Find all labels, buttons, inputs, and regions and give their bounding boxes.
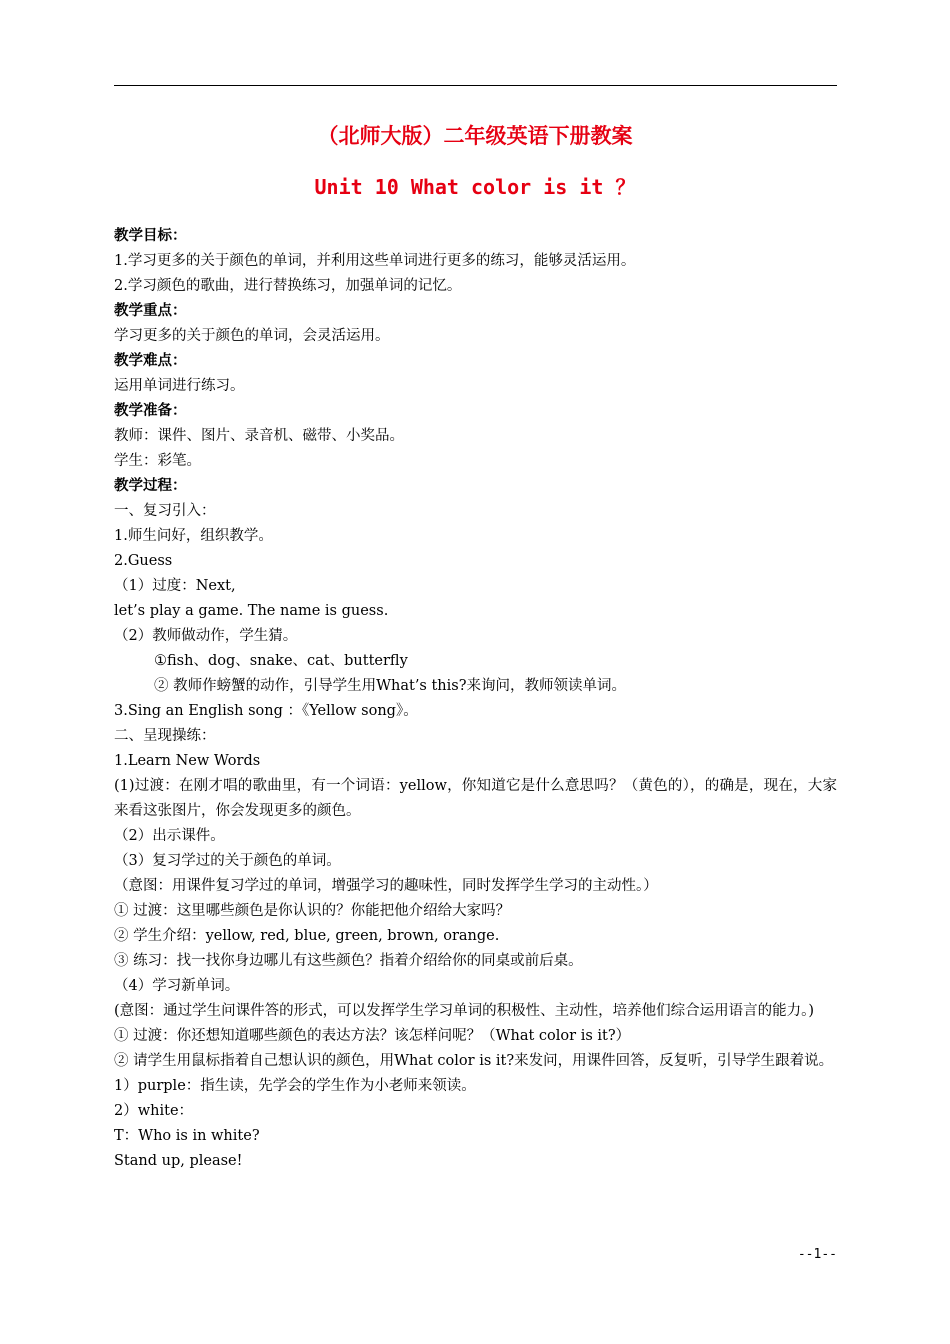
body-line: ② 请学生用鼠标指着自己想认识的颜色，用What color is it?来发问，用课件回答，反复听，引导学生跟着说。	[114, 1053, 834, 1069]
body-line: 2.学习颜色的歌曲，进行替换练习，加强单词的记忆。	[114, 278, 462, 294]
body-line: T：Who is in white?	[114, 1128, 260, 1144]
body-line: （4）学习新单词。	[114, 978, 240, 994]
body-line: 1.学习更多的关于颜色的单词，并利用这些单词进行更多的练习，能够灵活运用。	[114, 253, 636, 269]
body-line: 学生：彩笔。	[114, 453, 201, 469]
section-heading: 教学过程：	[114, 478, 187, 494]
body-line: 1.师生问好，组织教学。	[114, 528, 273, 544]
body-line: （意图：用课件复习学过的单词，增强学习的趣味性，同时发挥学生学习的主动性。）	[114, 878, 658, 894]
body-line: ①fish、dog、snake、cat、butterfly	[154, 653, 408, 669]
body-line: （2）教师做动作，学生猜。	[114, 628, 298, 644]
body-line: 教师：课件、图片、录音机、磁带、小奖品。	[114, 428, 404, 444]
body-line: 1）purple：指生读，先学会的学生作为小老师来领读。	[114, 1078, 476, 1094]
body-line: ① 过渡：这里哪些颜色是你认识的？你能把他介绍给大家吗？	[114, 903, 511, 919]
body-line: ① 过渡：你还想知道哪些颜色的表达方法？该怎样问呢？（What color is it?）	[114, 1028, 631, 1044]
body-line: (1)过渡：在刚才唱的歌曲里，有一个词语：yellow，你知道它是什么意思吗？（黄色的），的确是，现在，大家来看这张图片，你会发现更多的颜色。	[114, 778, 837, 819]
document-subtitle: Unit 10 What color is it ？	[314, 175, 636, 199]
body-line: 3.Sing an English song ：《Yellow song》。	[114, 703, 418, 719]
body-line: （1）过度：Next,	[114, 578, 236, 594]
document-body	[114, 224, 837, 1174]
body-line: 一、复习引入：	[114, 503, 216, 519]
body-line: ② 教师作螃蟹的动作，引导学生用What’s this?来询问，教师领读单词。	[154, 678, 626, 694]
body-line: （2）出示课件。	[114, 828, 225, 844]
section-heading: 教学难点：	[114, 353, 187, 369]
body-line: （3）复习学过的关于颜色的单词。	[114, 853, 341, 869]
body-line: 2.Guess	[114, 553, 173, 569]
body-line: (意图：通过学生问课件答的形式，可以发挥学生学习单词的积极性、主动性，培养他们综合运用语言的能力。)	[114, 1003, 815, 1019]
section-heading: 教学目标：	[114, 228, 187, 244]
body-line: ② 学生介绍：yellow, red, blue, green, brown, orange.	[114, 928, 500, 944]
body-line: ③ 练习：找一找你身边哪儿有这些颜色？指着介绍给你的同桌或前后桌。	[114, 953, 583, 969]
document-title: （北师大版）二年级英语下册教案	[317, 124, 633, 148]
body-line: 2）white：	[114, 1103, 194, 1119]
header-rule	[114, 85, 837, 86]
body-line: 二、呈现操练：	[114, 728, 216, 744]
section-heading: 教学准备：	[114, 403, 187, 419]
body-line: Stand up, please!	[114, 1153, 243, 1169]
body-line: 1.Learn New Words	[114, 753, 261, 769]
body-line: 运用单词进行练习。	[114, 378, 245, 394]
body-line: let’s play a game. The name is guess.	[114, 603, 389, 619]
body-line: 学习更多的关于颜色的单词，会灵活运用。	[114, 328, 390, 344]
section-heading: 教学重点：	[114, 303, 187, 319]
page-number: --1--	[797, 1247, 837, 1262]
